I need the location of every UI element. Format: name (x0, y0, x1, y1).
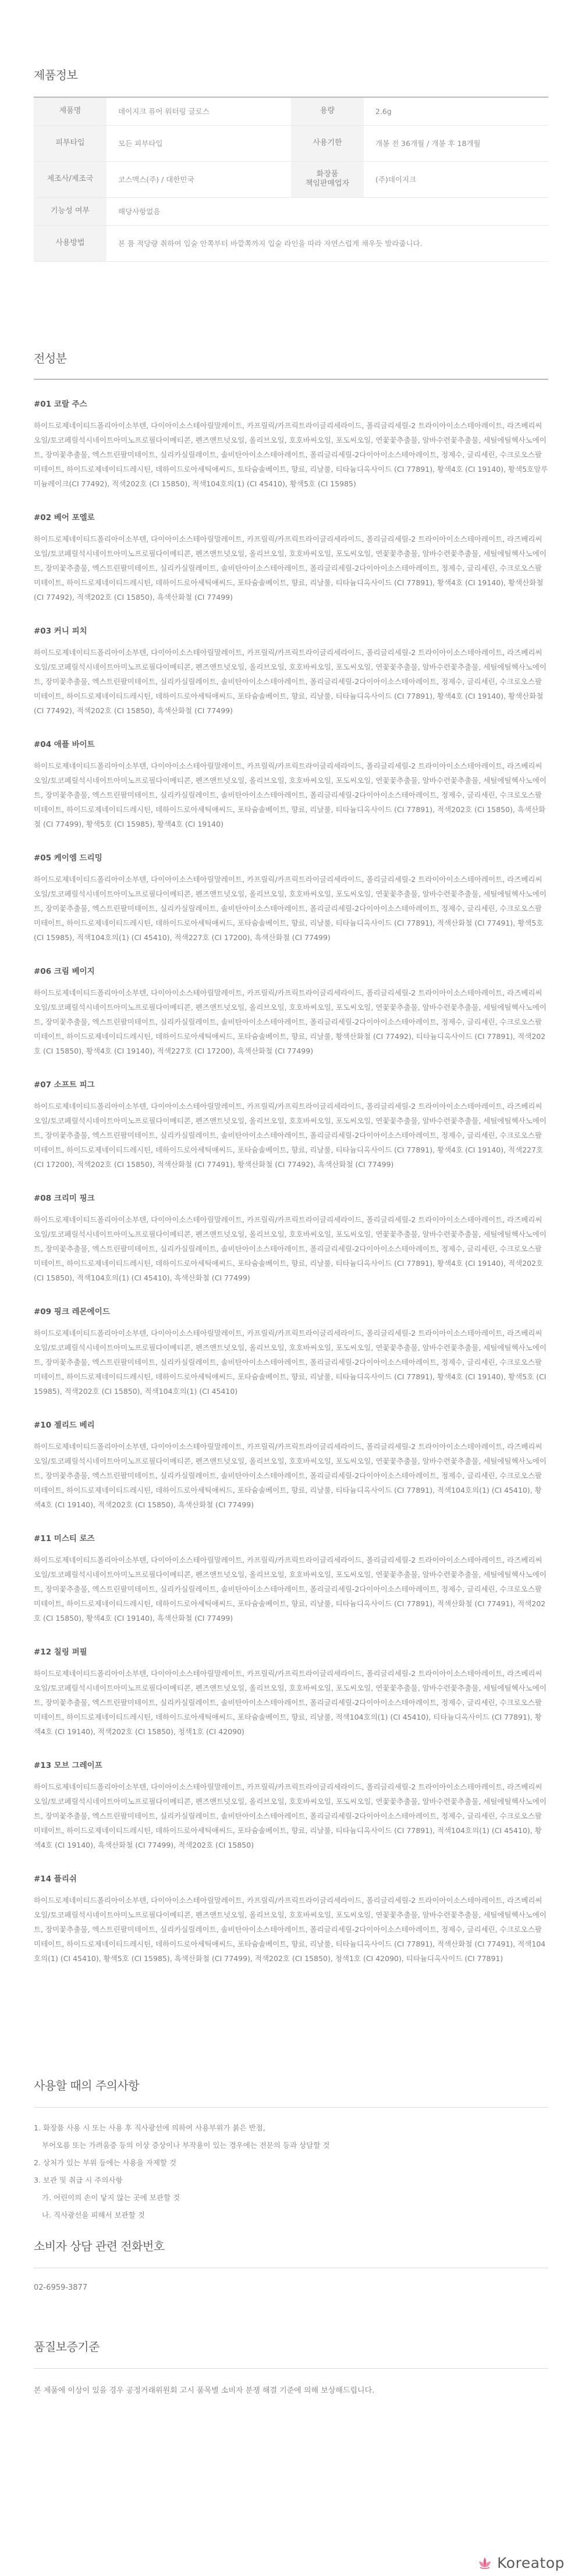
shade-block (34, 1418, 548, 1512)
info-label: 사용방법 (34, 225, 107, 261)
shade-block (34, 1305, 548, 1399)
shade-name: #12 칠링 퍼필 (34, 1647, 87, 1657)
shade-name: #09 핑크 레몬에이드 (34, 1307, 110, 1317)
caution-item: 2. 상처가 있는 부위 등에는 사용을 자제할 것 (34, 2158, 177, 2167)
divider (34, 2368, 548, 2369)
shade-name: #03 커니 피치 (34, 626, 87, 636)
shade-block (34, 397, 548, 491)
shade-name: #14 플리쉬 (34, 1874, 77, 1884)
shade-name: #01 코랄 주스 (34, 399, 87, 409)
shade-ingredients: 하이드로제네이티드폴리아이소부텐, 다이아이소스테아릴말레이트, 카프릴릭/카프릭트라이글리세라이드, 폴리글리세릴-2 트라이아이소스테아레이트, 라즈베리씨오일/토코페릴석시네이트아미노프로필다이메티콘, 펜즈앤트넛오일, 올리브오일, 호호바씨오일, 포도씨오일, 연꽃꽃추출물, 알바수련꽃추출물, 세틸에틸헥사노에이트, 장미꽃추출물, 엑스트린팔미테이트, 실리카실릴레이트, 솔비탄아이소스테아레이트, 폴리글리세릴-2다이아이소스테아레이트, 정제수, 글리세린, 수크로오스팔미테이트, 하이드로제네이티드레시틴, 데하이드로아세틱애씨드, 포타슘솔베이트, 향료, 리날룰, 티타늄디옥사이드 (CI 77891), 적색산화철 (CI 77491), 적색202호 (CI 15850), 황색4호 (CI 19140), 흑색산화철 (CI 77499) (34, 1555, 546, 1623)
page-content (0, 66, 582, 2395)
logo-text: Koreatop (497, 2554, 565, 2571)
shade-ingredients: 하이드로제네이티드폴리아이소부텐, 다이아이소스테아릴말레이트, 카프릴릭/카프릭트라이글리세라이드, 폴리글리세릴-2 트라이아이소스테아레이트, 라즈베리씨오일/토코페릴석시네이트아미노프로필다이메티콘, 펜즈앤트넛오일, 올리브오일, 호호바씨오일, 포도씨오일, 연꽃꽃추출물, 알바수련꽃추출물, 세틸에틸헥사노에이트, 장미꽃추출물, 엑스트린팔미테이트, 실리카실릴레이트, 솔비탄아이소스테아레이트, 폴리글리세릴-2다이아이소스테아레이트, 정제수, 글리세린, 수크로오스팔미테이트, 하이드로제네이티드레시틴, 데하이드로아세틱애씨드, 포타슘솔베이트, 향료, 리날룰, 황색산화철 (CI 77492), 티타늄디옥사이드 (CI 77891), 적색202호 (CI 15850), 황색4호 (CI 19140), 적색227호 (CI 17200), 흑색산화철 (CI 77499) (34, 988, 546, 1055)
consumer-title: 소비자 상담 관련 전화번호 (34, 2239, 165, 2253)
caution-title: 사용할 때의 주의사항 (34, 2078, 140, 2093)
info-label: 기능성 여부 (34, 197, 107, 225)
shade-ingredients: 하이드로제네이티드폴리아이소부텐, 다이아이소스테아릴말레이트, 카프릴릭/카프릭트라이글리세라이드, 폴리글리세릴-2 트라이아이소스테아레이트, 라즈베리씨오일/토코페릴석시네이트아미노프로필다이메티콘, 펜즈앤트넛오일, 올리브오일, 호호바씨오일, 포도씨오일, 연꽃꽃추출물, 알바수련꽃추출물, 세틸에틸헥사노에이트, 장미꽃추출물, 엑스트린팔미테이트, 실리카실릴레이트, 솔비탄아이소스테아레이트, 폴리글리세릴-2다이아이소스테아레이트, 정제수, 글리세린, 수크로오스팔미테이트, 하이드로제네이티드레시틴, 데하이드로아세틱애씨드, 포타슘솔베이트, 향료, 리날룰, 티타늄디옥사이드 (CI 77891), 적색104호의(1) (CI 45410), 황색4호 (CI 19140), 적색202호 (CI 15850), 흑색산화철 (CI 77499) (34, 1442, 546, 1509)
ingredients-title: 전성분 (34, 351, 67, 365)
info-value: 해당사항없음 (107, 197, 548, 225)
shade-ingredients: 하이드로제네이티드폴리아이소부텐, 다이아이소스테아릴말레이트, 카프릴릭/카프릭트라이글리세라이드, 폴리글리세릴-2 트라이아이소스테아레이트, 라즈베리씨오일/토코페릴석시네이트아미노프로필다이메티콘, 펜즈앤트넛오일, 올리브오일, 호호바씨오일, 포도씨오일, 연꽃꽃추출물, 알바수련꽃추출물, 세틸에틸헥사노에이트, 장미꽃추출물, 엑스트린팔미테이트, 실리카실릴레이트, 솔비탄아이소스테아레이트, 폴리글리세릴-2다이아이소스테아레이트, 정제수, 글리세린, 수크로오스팔미테이트, 하이드로제네이티드레시틴, 데하이드로아세틱애씨드, 포타슘솔베이트, 향료, 리날룰, 티타늄디옥사이드 (CI 77891), 적색산화철 (CI 77491), 적색104호의(1) (CI 45410), 황색5호 (CI 15985), 흑색산화철 (CI 77499), 적색202호 (CI 15850), 청색1호 (CI 42090), 티타늄디옥사이드 (CI 77891) (34, 1895, 546, 1963)
shade-block (34, 1532, 548, 1625)
shade-ingredients: 하이드로제네이티드폴리아이소부텐, 다이아이소스테아릴말레이트, 카프릴릭/카프릭트라이글리세라이드, 폴리글리세릴-2 트라이아이소스테아레이트, 라즈베리씨오일/토코페릴석시네이트아미노프로필다이메티콘, 펜즈앤트넛오일, 올리브오일, 호호바씨오일, 포도씨오일, 연꽃꽃추출물, 알바수련꽃추출물, 세틸에틸헥사노에이트, 장미꽃추출물, 엑스트린팔미테이트, 실리카실릴레이트, 솔비탄아이소스테아레이트, 폴리글리세릴-2다이아이소스테아레이트, 정제수, 글리세린, 수크로오스팔미테이트, 하이드로제네이티드레시틴, 데하이드로아세틱애씨드, 토타슘솔베이트, 향료, 리날룰, 티타늄디옥사이드 (CI 77891), 황색4호 (CI 19140), 황색5호알루미늄레이크(CI 77492), 적색202호 (CI 15850), 적색104호의(1) (CI 45410), 황색5호 (CI 15985) (34, 421, 548, 488)
info-label: 피부타입 (34, 125, 107, 161)
info-value: 모든 피부타입 (107, 125, 291, 161)
info-row (34, 197, 548, 225)
shade-name: #10 젤리드 베리 (34, 1420, 95, 1430)
info-row (34, 225, 548, 261)
koreatop-logo (477, 2554, 565, 2571)
shade-block (34, 1872, 548, 1966)
shade-name: #04 애플 바이트 (34, 739, 95, 749)
shade-block (34, 1078, 548, 1172)
shade-name: #08 크리미 핑크 (34, 1193, 95, 1203)
shade-name: #11 미스티 로즈 (34, 1533, 95, 1543)
quality-text: 본 제품에 이상이 있을 경우 공정거래위원회 고시 품목별 소비자 분쟁 해결 기준에 의해 보상해드립니다. (34, 2386, 375, 2395)
shade-block (34, 965, 548, 1058)
caution-item: 나. 직사광선을 피해서 보관할 것 (42, 2210, 145, 2219)
info-row (34, 161, 548, 197)
divider (34, 2107, 548, 2108)
shade-block (34, 624, 548, 718)
ingredients-list (34, 379, 548, 1966)
shade-name: #06 크림 베이지 (34, 966, 95, 976)
product-info-title: 제품정보 (34, 68, 78, 82)
info-value: 개봉 전 36개월 / 개봉 후 18개월 (364, 125, 548, 161)
shade-ingredients: 하이드로제네이티드폴리아이소부텐, 다이아이소스테아릴말레이트, 카프릴릭/카프릭트라이글리세라이드, 폴리글리세릴-2 트라이아이소스테아레이트, 라즈베리씨오일/토코페릴석시네이트아미노프로필다이메티콘, 펜즈앤트넛오일, 올리브오일, 호호바씨오일, 포도씨오일, 연꽃꽃추출물, 알바수련꽃추출물, 세틸에틸헥사노에이트, 장미꽃추출물, 엑스트린팔미테이트, 실리카실릴레이트, 솔비탄아이소스테아레이트, 폴리글리세릴-2다이아이소스테아레이트, 정제수, 글리세린, 수크로오스팔미테이트, 하이드로제네이티드레시틴, 데하이드로아세틱애씨드, 포타슘솔베이트, 향료, 리날룰, 티타늄디옥사이드 (CI 77891), 황색4호 (CI 19140), 적색202호 (CI 15850), 적색104호의(1) (CI 45410), 흑색산화철 (CI 77499) (34, 1215, 546, 1282)
shade-block (34, 851, 548, 945)
caution-item: 3. 보관 및 취급 시 주의사항 (34, 2175, 123, 2184)
shade-ingredients: 하이드로제네이티드폴리아이소부텐, 다이아이소스테아릴말레이트, 카프릴릭/카프릭트라이글리세라이드, 폴리글리세릴-2 트라이아이소스테아레이트, 라즈베리씨오일/토코페릴석시네이트아미노프로필다이메티콘, 펜즈앤트넛오일, 올리브오일, 호호바씨오일, 포도씨오일, 연꽃꽃추출물, 알바수련꽃추출물, 세틸에틸헥사노에이트, 장미꽃추출물, 엑스트린팔미테이트, 실리카실릴레이트, 솔비탄아이소스테아레이트, 폴리글리세릴-2다이아이소스테아레이트, 정제수, 글리세린, 수크로오스팔미테이트, 하이드로제네이티드레시틴, 데하이드로아세틱애씨드, 포타슘솔베이트, 향료, 리날룰, 티타늄디옥사이드 (CI 77891), 적색산화철 (CI 77491), 황색5호 (CI 15985), 적색104호의(1) (CI 45410), 적색227호 (CI 17200), 흑색산화철 (CI 77499) (34, 874, 546, 942)
shade-block (34, 738, 548, 831)
shade-ingredients: 하이드로제네이티드폴리아이소부텐, 다이아이소스테아릴말레이트, 카프릴릭/카프릭트라이글리세라이드, 폴리글리세릴-2 트라이아이소스테아레이트, 라즈베리씨오일/토코페릴석시네이트아미노프로필다이메티콘, 펜즈앤트넛오일, 올리브오일, 호호바씨오일, 포도씨오일, 연꽃꽃추출물, 알바수련꽃추출물, 세틸에틸헥사노에이트, 장미꽃추출물, 엑스트린팔미테이트, 실리카실릴레이트, 솔비탄아이소스테아레이트, 폴리글리세릴-2다이아이소스테아레이트, 정제수, 글리세린, 수크로오스팔미테이트, 하이드로제네이티드레시틴, 데하이드로아세틱애씨드, 포타슘솔베이트, 향료, 리날룰, 티타늄디옥사이드 (CI 77891), 황색4호 (CI 19140), 황색산화철 (CI 77492), 적색202호 (CI 15850), 흑색산화철 (CI 77499) (34, 534, 546, 602)
shade-ingredients: 하이드로제네이티드폴리아이소부텐, 다이아이소스테아릴말레이트, 카프릴릭/카프릭트라이글리세라이드, 폴리글리세릴-2 트라이아이소스테아레이트, 라즈베리씨오일/토코페릴석시네이트아미노프로필다이메티콘, 펜즈앤트넛오일, 올리브오일, 호호바씨오일, 포도씨오일, 연꽃꽃추출물, 알바수련꽃추출물, 세틸에틸헥사노에이트, 장미꽃추출물, 엑스트린팔미테이트, 실리카실릴레이트, 솔비탄아이소스테아레이트, 폴리글리세릴-2다이아이소스테아레이트, 정제수, 글리세린, 수크로오스팔미테이트, 하이드로제네이티드레시틴, 데하이드로아세틱애씨드, 포타슘솔베이트, 향료, 리날룰, 티타늄디옥사이드 (CI 77891), 적색104호의(1) (CI 45410), 황색4호 (CI 19140), 흑색산화철 (CI 77499), 적색202호 (CI 15850) (34, 1782, 546, 1849)
info-label: 제조사/제조국 (34, 161, 107, 197)
caution-list (34, 2119, 548, 2224)
info-value: 2.6g (364, 97, 548, 125)
shade-ingredients: 하이드로제네이티드폴리아이소부텐, 다이아이소스테아릴말레이트, 카프릴릭/카프릭트라이글리세라이드, 폴리글리세릴-2 트라이아이소스테아레이트, 라즈베리씨오일/토코페릴석시네이트아미노프로필다이메티콘, 펜즈앤트넛오일, 올리브오일, 호호바씨오일, 포도씨오일, 연꽃꽃추출물, 알바수련꽃추출물, 세틸에틸헥사노에이트, 장미꽃추출물, 엑스트린팔미테이트, 실리카실릴레이트, 솔비탄아이소스테아레이트, 폴리글리세릴-2다이아이소스테아레이트, 정제수, 글리세린, 수크로오스팔미테이트, 하이드로제네이티드레시틴, 데하이드로아세틱애씨드, 포타슘솔베이트, 향료, 리날룰, 티타늄디옥사이드 (CI 77891), 황색4호 (CI 19140), 황색산화철 (CI 77492), 적색202호 (CI 15850), 흑색산화철 (CI 77499) (34, 647, 546, 715)
info-value: 코스맥스(주) / 대한민국 (107, 161, 291, 197)
lotus-icon (477, 2556, 492, 2571)
info-label: 사용기한 (291, 125, 364, 161)
shade-ingredients: 하이드로제네이티드폴리아이소부텐, 다이아이소스테아릴말레이트, 카프릴릭/카프릭트라이글리세라이드, 폴리글리세릴-2 트라이아이소스테아레이트, 라즈베리씨오일/토코페릴석시네이트아미노프로필다이메티콘, 펜즈앤트넛오일, 올리브오일, 호호바씨오일, 포도씨오일, 연꽃꽃추출물, 알바수련꽃추출물, 세틸에틸헥사노에이트, 장미꽃추출물, 엑스트린팔미테이트, 실리카실릴레이트, 솔비탄아이소스테아레이트, 폴리글리세릴-2다이아이소스테아레이트, 정제수, 글리세린, 수크로오스팔미테이트, 하이드로제네이티드레시틴, 데하이드로아세틱애씨드, 포타슘솔베이트, 향료, 리날룰, 티타늄디옥사이드 (CI 77891), 적색202호 (CI 15850), 흑색산화철 (CI 77499), 황색5호 (CI 15985), 황색4호 (CI 19140) (34, 761, 546, 828)
consumer-phone: 02-6959-3877 (34, 2283, 88, 2292)
shade-ingredients: 하이드로제네이티드폴리아이소부텐, 다이아이소스테아릴말레이트, 카프릴릭/카프릭트라이글리세라이드, 폴리글리세릴-2 트라이아이소스테아레이트, 라즈베리씨오일/토코페릴석시네이트아미노프로필다이메티콘, 펜즈앤트넛오일, 올리브오일, 호호바씨오일, 포도씨오일, 연꽃꽃추출물, 알바수련꽃추출물, 세틸에틸헥사노에이트, 장미꽃추출물, 엑스트린팔미테이트, 실리카실릴레이트, 솔비탄아이소스테아레이트, 폴리글리세릴-2다이아이소스테아레이트, 정제수, 글리세린, 수크로오스팔미테이트, 하이드로제네이티드레시틴, 데하이드로아세틱애씨드, 포타슘솔베이트, 향료, 리날룰, 티타늄디옥사이드 (CI 77891), 황색4호 (CI 19140), 적색227호 (CI 17200), 적색202호 (CI 15850), 적색산화철 (CI 77491), 황색산화철 (CI 77492), 흑색산화철 (CI 77499) (34, 1101, 546, 1169)
shade-name: #13 모브 그레이프 (34, 1760, 102, 1770)
info-value: (주)데이지크 (364, 161, 548, 197)
caution-item: 가. 어린이의 손이 닿지 않는 곳에 보관할 것 (42, 2193, 180, 2202)
info-label: 제품명 (34, 97, 107, 125)
shade-block (34, 1191, 548, 1285)
shade-name: #02 베어 포엘로 (34, 513, 95, 522)
info-value: 본 품 적당량 취하여 입술 안쪽부터 바깥쪽까지 입술 라인을 따라 자연스럽게 채우듯 발라줍니다. (107, 225, 548, 261)
info-label: 화장품 책임판매업자 (291, 161, 364, 197)
product-info-table (34, 97, 548, 262)
shade-block (34, 1645, 548, 1739)
shade-block (34, 511, 548, 604)
shade-name: #05 케이엠 드리밍 (34, 853, 102, 863)
shade-ingredients: 하이드로제네이티드폴리아이소부텐, 다이아이소스테아릴말레이트, 카프릴릭/카프릭트라이글리세라이드, 폴리글리세릴-2 트라이아이소스테아레이트, 라즈베리씨오일/토코페릴석시네이트아미노프로필다이메티콘, 펜즈앤트넛오일, 올리브오일, 호호바씨오일, 포도씨오일, 연꽃꽃추출물, 알바수련꽃추출물, 세틸에틸헥사노에이트, 장미꽃추출물, 엑스트린팔미테이트, 실리카실릴레이트, 솔비탄아이소스테아레이트, 폴리글리세릴-2다이아이소스테아레이트, 정제수, 글리세린, 수크로오스팔미테이트, 하이드로제네이티드레시틴, 데하이드로아세틱애씨드, 포타슘솔베이트, 향료, 리날룰, 티타늄디옥사이드 (CI 77891), 황색4호 (CI 19140), 황색5호 (CI 15985), 적색202호 (CI 15850), 적색104호의(1) (CI 45410) (34, 1328, 546, 1396)
caution-item: 1. 화장품 사용 시 또는 사용 후 직사광선에 의하여 사용부위가 붉은 반점, (34, 2123, 265, 2132)
info-row (34, 97, 548, 125)
caution-item: 부어오름 또는 가려움증 등의 이상 증상이나 부작용이 있는 경우에는 전문의 등과 상담할 것 (42, 2140, 330, 2150)
info-row (34, 125, 548, 161)
info-label: 용량 (291, 97, 364, 125)
shade-ingredients: 하이드로제네이티드폴리아이소부텐, 다이아이소스테아릴말레이트, 카프릴릭/카프릭트라이글리세라이드, 폴리글리세릴-2 트라이아이소스테아레이트, 라즈베리씨오일/토코페릴석시네이트아미노프로필다이메티콘, 펜즈앤트넛오일, 올리브오일, 호호바씨오일, 포도씨오일, 연꽃꽃추출물, 알바수련꽃추출물, 세틸에틸헥사노에이트, 장미꽃추출물, 엑스트린팔미테이트, 실리카실릴레이트, 솔비탄아이소스테아레이트, 폴리글리세릴-2다이아이소스테아레이트, 정제수, 글리세린, 수크로오스팔미테이트, 하이드로제네이티드레시틴, 데하이드로아세틱애씨드, 포타슘솔베이트, 향료, 리날룰, 적색104호의(1) (CI 45410), 티타늄디옥사이드 (CI 77891), 황색4호 (CI 19140), 적색202호 (CI 15850), 청색1호 (CI 42090) (34, 1668, 546, 1736)
quality-title: 품질보증기준 (34, 2339, 100, 2354)
info-value: 데이지크 퓨어 워터링 글로스 (107, 97, 291, 125)
shade-name: #07 소프트 피그 (34, 1080, 95, 1090)
shade-block (34, 1759, 548, 1852)
